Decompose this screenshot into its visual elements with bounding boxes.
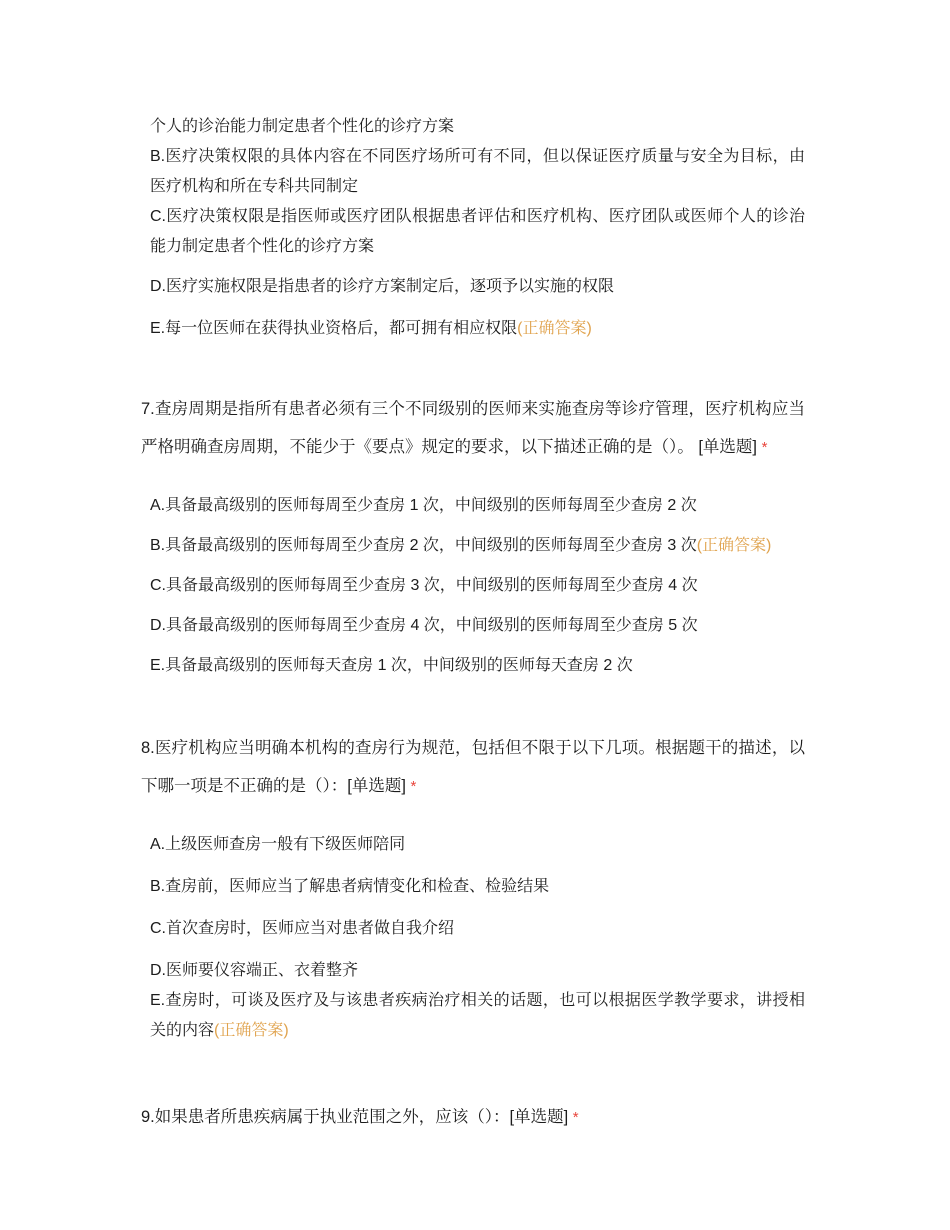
option-text: 医疗决策权限的具体内容在不同医疗场所可有不同，但以保证医疗质量与安全为目标，由医疗机构和所在专科共同制定 — [150, 148, 805, 195]
option-label: E. — [150, 992, 166, 1009]
option-label: E. — [150, 320, 166, 337]
section-gap — [145, 344, 805, 390]
question-number: 7. — [141, 400, 155, 418]
option-row[interactable] — [145, 531, 805, 561]
option-label: D. — [150, 962, 166, 979]
option-label: B. — [150, 878, 166, 895]
option-text: 具备最高级别的医师每天查房 1 次，中间级别的医师每天查房 2 次 — [165, 657, 633, 674]
correct-answer-tag: (正确答案) — [214, 1022, 289, 1039]
option-row[interactable] — [145, 611, 805, 641]
question-text: 查房周期是指所有患者必须有三个不同级别的医师来实施查房等诊疗管理，医疗机构应当严格明确查房周期，不能少于《要点》规定的要求，以下描述正确的是（）。 — [141, 400, 805, 456]
question-text: 医疗机构应当明确本机构的查房行为规范，包括但不限于以下几项。根据题干的描述，以下哪一项是不正确的是（）： — [141, 739, 805, 795]
option-row[interactable] — [145, 986, 805, 1046]
option-row[interactable] — [145, 142, 805, 202]
option-text: 每一位医师在获得执业资格后，都可拥有相应权限 — [165, 320, 518, 337]
correct-answer-tag: (正确答案) — [696, 537, 772, 554]
option-row[interactable] — [145, 272, 805, 302]
document-body — [141, 112, 805, 1137]
question-number: 8. — [141, 739, 155, 757]
question-type-tag: [单选题] — [698, 438, 758, 456]
question-stem — [141, 1098, 805, 1137]
option-row[interactable] — [145, 956, 805, 986]
option-label: D. — [150, 278, 166, 295]
question-stem — [141, 729, 805, 806]
option-text: 医疗决策权限是指医师或医疗团队根据患者评估和医疗机构、医疗团队或医师个人的诊治能力制定患者个性化的诊疗方案 — [150, 208, 805, 255]
continuation-line — [145, 112, 805, 142]
section-gap — [145, 1046, 805, 1098]
option-label: B. — [150, 148, 166, 165]
option-text: 具备最高级别的医师每周至少查房 3 次，中间级别的医师每周至少查房 4 次 — [166, 577, 698, 594]
required-asterisk: * — [761, 439, 768, 456]
option-row[interactable] — [145, 571, 805, 601]
stem-options-gap — [145, 467, 805, 481]
option-text: 具备最高级别的医师每周至少查房 4 次，中间级别的医师每周至少查房 5 次 — [166, 617, 698, 634]
question-number: 9. — [141, 1108, 155, 1126]
option-row[interactable] — [145, 314, 805, 344]
option-label: C. — [150, 208, 166, 225]
option-row[interactable] — [145, 491, 805, 521]
option-text: 首次查房时，医师应当对患者做自我介绍 — [166, 920, 455, 937]
option-label: C. — [150, 920, 166, 937]
option-text: 上级医师查房一般有下级医师陪同 — [165, 836, 406, 853]
question-stem — [141, 390, 805, 467]
option-text: 查房前，医师应当了解患者病情变化和检查、检验结果 — [165, 878, 550, 895]
option-label: A. — [150, 497, 166, 514]
option-row[interactable] — [145, 651, 805, 681]
option-text: 具备最高级别的医师每周至少查房 1 次，中间级别的医师每周至少查房 2 次 — [165, 497, 697, 514]
option-text: 查房时，可谈及医疗及与该患者疾病治疗相关的话题，也可以根据医学教学要求，讲授相关的内容 — [150, 992, 805, 1039]
option-row[interactable] — [145, 872, 805, 902]
required-asterisk: * — [572, 1109, 579, 1126]
option-label: C. — [150, 577, 166, 594]
question-text: 如果患者所患疾病属于执业范围之外，应该（）： — [154, 1108, 510, 1126]
required-asterisk: * — [410, 778, 417, 795]
option-text: 医疗实施权限是指患者的诊疗方案制定后，逐项予以实施的权限 — [166, 278, 615, 295]
option-row[interactable] — [145, 202, 805, 262]
option-text: 具备最高级别的医师每周至少查房 2 次，中间级别的医师每周至少查房 3 次 — [165, 537, 697, 554]
section-gap — [145, 681, 805, 729]
option-label: B. — [150, 537, 166, 554]
correct-answer-tag: (正确答案) — [517, 320, 592, 337]
option-row[interactable] — [145, 914, 805, 944]
stem-options-gap — [145, 806, 805, 820]
option-label: A. — [150, 836, 166, 853]
option-row[interactable] — [145, 830, 805, 860]
question-type-tag: [单选题] — [509, 1108, 569, 1126]
question-type-tag: [单选题] — [347, 777, 406, 795]
option-label: E. — [150, 657, 166, 674]
continuation-text: 个人的诊治能力制定患者个性化的诊疗方案 — [150, 118, 455, 135]
option-label: D. — [150, 617, 166, 634]
option-text: 医师要仪容端正、衣着整齐 — [166, 962, 359, 979]
